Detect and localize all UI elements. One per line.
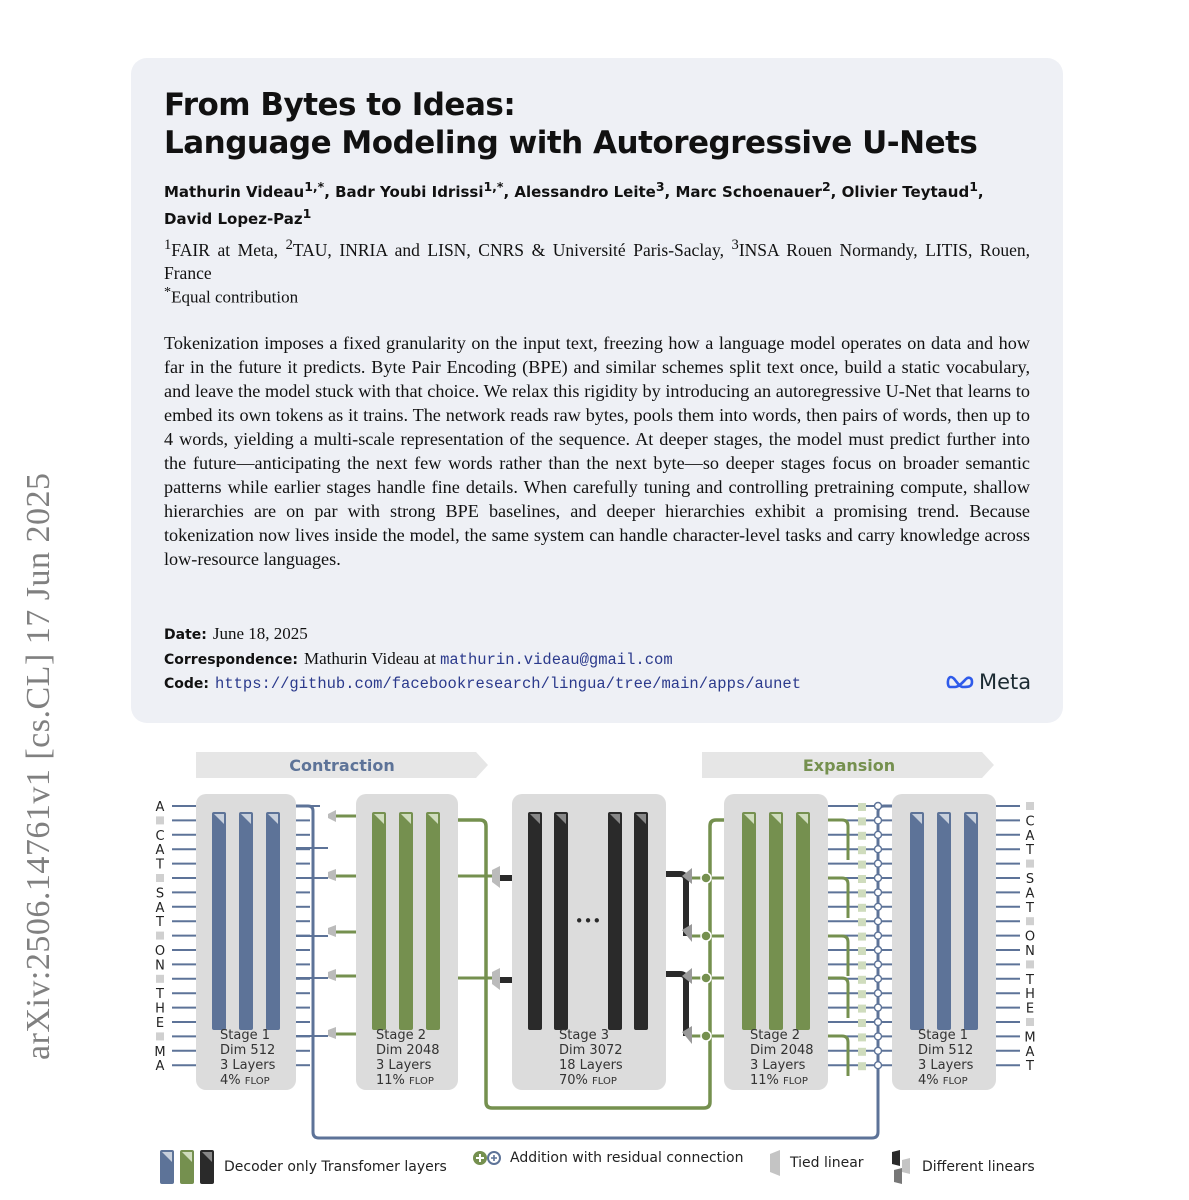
stage2-to-stage1-connections	[828, 803, 892, 1077]
input-char: A	[155, 843, 165, 859]
stage2-feed-line	[828, 878, 848, 918]
stage2-feed-line	[828, 936, 848, 976]
tied-linear-marker	[858, 947, 866, 955]
residual-add-node	[875, 1019, 882, 1026]
paper-title	[164, 86, 1044, 162]
svg-text:Stage 1: Stage 1	[220, 1028, 270, 1043]
svg-text:3 Layers: 3 Layers	[750, 1058, 806, 1073]
tied-linear-marker	[858, 889, 866, 897]
stage1-right-layers	[910, 812, 978, 1030]
svg-text:3 Layers: 3 Layers	[918, 1058, 974, 1073]
space-byte-marker	[1026, 960, 1034, 968]
svg-text:Stage 3: Stage 3	[559, 1028, 609, 1043]
space-byte-marker	[156, 816, 164, 824]
space-byte-marker	[156, 874, 164, 882]
svg-text:4% FLOP: 4% FLOP	[220, 1073, 270, 1088]
svg-text:3 Layers: 3 Layers	[376, 1058, 432, 1073]
output-char: A	[1025, 1044, 1035, 1060]
author-list: Mathurin Videau$^{1,*}$, Badr Youbi Idrissi$^{1,*}$, Alessandro Leite$^3$, Marc Schoenauer$^2$, Olivier Teytaud$^1$, David Lopez-Paz$^1$	[164, 179, 984, 228]
output-char: M	[1024, 1030, 1036, 1046]
residual-add-node	[875, 875, 882, 882]
tied-linear-marker	[858, 904, 866, 912]
residual-add-node	[875, 846, 882, 853]
tied-linear-marker	[858, 817, 866, 825]
author-6: David Lopez-Paz$^1$	[164, 206, 312, 228]
residual-add-node	[875, 1047, 882, 1054]
legend-different: Different linears	[892, 1150, 1035, 1184]
residual-add-node	[875, 1062, 882, 1069]
legend-decoder: Decoder only Transfomer layers	[160, 1150, 447, 1184]
svg-text:Dim 2048: Dim 2048	[750, 1043, 814, 1058]
addition-icon	[472, 1150, 502, 1166]
tied-linear-marker	[858, 961, 866, 969]
output-char: E	[1025, 1001, 1035, 1017]
equal-contribution-note: *Equal contribution	[164, 284, 299, 307]
arxiv-identifier: arXiv:2506.14761v1 [cs.CL] 17 Jun 2025	[20, 472, 57, 1060]
different-linears-icon	[892, 1150, 914, 1184]
expansion-label: Expansion	[802, 756, 896, 775]
svg-text:11% FLOP: 11% FLOP	[376, 1073, 434, 1088]
input-char: A	[155, 1059, 165, 1075]
output-char: T	[1026, 900, 1034, 916]
stage2-feed-line	[828, 1036, 848, 1076]
author-3: Alessandro Leite$^3$	[514, 179, 665, 201]
decoder-layers-icon	[160, 1150, 216, 1184]
tied-linear-marker	[858, 1005, 866, 1013]
input-char: A	[155, 900, 165, 916]
legend-addition: Addition with residual connection	[472, 1150, 743, 1166]
legend-tied: Tied linear	[770, 1150, 864, 1176]
tied-linear-marker	[858, 861, 866, 869]
svg-text:Dim 3072: Dim 3072	[559, 1043, 623, 1058]
stage2-feed-line	[828, 978, 848, 1018]
input-char: E	[155, 1016, 165, 1031]
tied-linear-marker	[858, 1019, 866, 1027]
residual-add-node	[875, 831, 882, 838]
author-4: Marc Schoenauer$^2$	[675, 179, 831, 201]
output-char: S	[1025, 872, 1035, 887]
stage1-left-caption	[220, 1028, 276, 1088]
svg-text:Dim 2048: Dim 2048	[376, 1043, 440, 1058]
stage1-to-stage2-connections	[296, 806, 356, 1039]
author-5: Olivier Teytaud$^1$	[841, 179, 978, 201]
tied-linear-marker	[858, 933, 866, 941]
residual-add-node	[875, 947, 882, 954]
input-char: T	[156, 987, 164, 1003]
input-char: M	[154, 1044, 166, 1060]
output-char: O	[1024, 929, 1036, 945]
output-char: A	[1025, 828, 1035, 844]
svg-text:Dim 512: Dim 512	[918, 1043, 974, 1058]
architecture-figure	[150, 740, 1050, 1150]
title-line-2: Language Modeling with Autoregressive U-Nets	[164, 125, 978, 161]
tied-linear-marker	[858, 846, 866, 854]
output-char: C	[1025, 814, 1035, 830]
space-byte-marker	[156, 932, 164, 940]
stage1-left-layers	[212, 812, 280, 1030]
output-char: A	[1025, 886, 1035, 902]
tied-linear-marker	[858, 1033, 866, 1041]
input-char: H	[155, 1001, 165, 1017]
author-2: Badr Youbi Idrissi$^{1,*}$	[335, 179, 504, 201]
residual-add-node	[875, 975, 882, 982]
residual-add-node	[875, 961, 882, 968]
email-link[interactable]: mathurin.videau@gmail.com	[440, 651, 673, 669]
stage2-feed-line	[828, 820, 848, 860]
tied-linear-marker	[858, 1048, 866, 1056]
output-byte-rows	[996, 802, 1036, 1074]
svg-text:Stage 1: Stage 1	[918, 1028, 968, 1043]
output-char: T	[1026, 843, 1034, 859]
affiliations: $^1$FAIR at Meta, $^2$TAU, INRIA and LISN, CNRS & Université Paris-Saclay, $^3$INSA Rouen Normandy, LITIS, Rouen, France	[164, 237, 1030, 283]
meta-logo: Meta	[946, 670, 1031, 694]
residual-add-node	[875, 803, 882, 810]
meta-infinity-icon	[946, 674, 976, 690]
svg-text:4% FLOP: 4% FLOP	[918, 1073, 968, 1088]
input-char: A	[155, 800, 165, 815]
residual-add-node	[875, 932, 882, 939]
code-link[interactable]: https://github.com/facebookresearch/lingua/tree/main/apps/aunet	[215, 675, 802, 693]
tied-linear-marker	[858, 976, 866, 984]
contraction-label: Contraction	[289, 756, 395, 775]
svg-text:Stage 2: Stage 2	[750, 1028, 800, 1043]
svg-text:11% FLOP: 11% FLOP	[750, 1073, 808, 1088]
tied-linear-marker	[858, 803, 866, 811]
input-char: N	[155, 958, 165, 974]
input-char: O	[154, 944, 166, 959]
svg-text:Dim 512: Dim 512	[220, 1043, 276, 1058]
author-1: Mathurin Videau$^{1,*}$	[164, 179, 325, 201]
space-byte-marker	[1026, 1018, 1034, 1026]
svg-text:3 Layers: 3 Layers	[220, 1058, 276, 1073]
tied-linear-marker	[858, 875, 866, 883]
title-line-1: From Bytes to Ideas:	[164, 87, 516, 123]
tied-linear-icon	[770, 1150, 782, 1176]
date-row: Date: June 18, 2025	[164, 624, 308, 643]
output-char: H	[1025, 987, 1035, 1003]
output-char: T	[1026, 972, 1034, 988]
svg-text:Stage 2: Stage 2	[376, 1028, 426, 1043]
stage2-left-layers	[372, 812, 440, 1030]
correspondence-row: Correspondence: Mathurin Videau at mathurin.videau@gmail.com	[164, 649, 673, 669]
tied-linear-marker	[858, 990, 866, 998]
tied-linear-marker	[858, 1062, 866, 1070]
stage2-right-layers	[742, 812, 810, 1030]
space-byte-marker	[156, 975, 164, 983]
svg-text:70% FLOP: 70% FLOP	[559, 1073, 617, 1088]
space-byte-marker	[1026, 802, 1034, 810]
residual-add-node	[875, 860, 882, 867]
residual-add-node	[875, 903, 882, 910]
space-byte-marker	[1026, 860, 1034, 868]
code-row: Code: https://github.com/facebookresearch/lingua/tree/main/apps/aunet	[164, 675, 802, 693]
svg-text:18 Layers: 18 Layers	[559, 1058, 623, 1073]
input-char: T	[156, 857, 164, 873]
layers-ellipsis: •••	[574, 912, 602, 930]
tied-linear-marker	[858, 918, 866, 926]
input-char: T	[156, 915, 164, 931]
residual-add-node	[875, 1033, 882, 1040]
residual-add-node	[875, 990, 882, 997]
residual-add-node	[875, 1004, 882, 1011]
input-char: C	[155, 828, 165, 844]
stage3-to-stage2-connections	[666, 868, 724, 1044]
output-char: T	[1026, 1059, 1034, 1075]
abstract: Tokenization imposes a fixed granularity on the input text, freezing how a language model operates on data and how far in the future it predicts. Byte Pair Encoding (BPE) and similar schemes split text once, build a static vocabulary, and leave the model stuck with that choice. We relax this rigidity by introducing an autoregressive U-Net that learns to embed its own tokens as it trains. The network reads raw bytes, pools them into words, then pairs of words, then up to 4 words, yielding a multi-scale representation of the sequence. At deeper stages, the model must predict further into the future—anticipating the next few words rather than the next byte—so deeper stages focus on broader semantic patterns while earlier stages handle fine details. When carefully tuning and controlling pretraining compute, shallow hierarchies are on par with strong BPE baselines, and deeper hierarchies exhibit a promising trend. Because tokenization now lives inside the model, the same system can handle character-level tasks and carry knowledge across low-resource languages.	[164, 333, 1030, 569]
residual-add-node	[875, 889, 882, 896]
residual-add-node	[875, 817, 882, 824]
space-byte-marker	[156, 1032, 164, 1040]
output-char: N	[1025, 944, 1035, 959]
residual-add-node	[875, 918, 882, 925]
tied-linear-marker	[858, 832, 866, 840]
stage1-right-caption	[918, 1028, 974, 1088]
space-byte-marker	[1026, 917, 1034, 925]
input-char: S	[155, 886, 165, 902]
